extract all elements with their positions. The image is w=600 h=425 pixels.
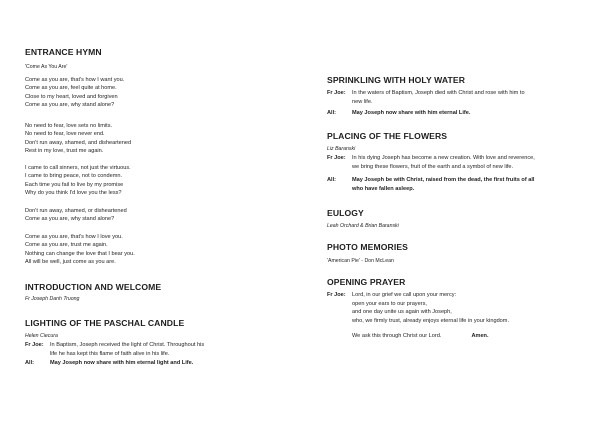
introduction-heading: INTRODUCTION AND WELCOME [25,282,162,292]
hymn-stanza-2: No need to fear, love sets no limits. No need to fear, love never end. Don't run away, shamed, and disheartened Rest in my love, trust me again. [25,123,132,155]
flowers-by: Liz Baranski [327,146,356,152]
sprinkling-response: All: May Joseph now share with him eternal Life. [327,110,471,116]
prayer-closing: We ask this through Christ our Lord. Amen. [352,333,489,339]
sprinkling-heading: SPRINKLING WITH HOLY WATER [327,75,466,85]
introduction-by: Fr Joseph Danh Truong [25,296,80,302]
flowers-response: All: May Joseph be with Christ, raised from the dead, the first fruits of all who have fallen asleep. [327,177,535,192]
hymn-stanza-1: Come as you are, that's how I want you. Come as you are, feel quite at home. Close to my heart, loved and forgiven Come as you are, why stand alone? [25,77,125,109]
speaker-label: Fr Joe: [327,292,346,298]
hymn-stanza-5: Come as you are, that's how I love you. Come as you are, trust me again. Nothing can change the love that I bear you. All will be well, just come as you are. [25,234,135,266]
speaker-label: All: [327,110,337,116]
paschal-candle-by: Helen Ciecura [25,333,58,339]
hymn-stanza-3: I came to call sinners, not just the virtuous. I came to bring peace, not to condemn. Each time you fail to live by my promise Why do you think I'd love you the less? [25,165,131,197]
eulogy-by: Leah Orchard & Brian Baranski [327,223,399,229]
flowers-priest: Fr Joe: In his dying Joseph has become a new creation. With love and reverence, we bring these flowers, fruit of the earth and a symbol of new life. [327,155,535,170]
photo-memories-heading: PHOTO MEMORIES [327,242,408,252]
speaker-label: All: [327,177,337,183]
opening-prayer-heading: OPENING PRAYER [327,277,406,287]
speaker-label: All: [25,360,35,366]
photo-memories-song: 'American Pie' - Don McLean [327,258,394,264]
entrance-hymn-heading: ENTRANCE HYMN [25,47,102,57]
eulogy-heading: EULOGY [327,208,364,218]
sprinkling-priest: Fr Joe: In the waters of Baptism, Joseph died with Christ and rose with him to new life. [327,90,525,105]
paschal-candle-response: All: May Joseph now share with him eternal light and Life. [25,360,194,366]
amen-response: Amen. [471,333,489,339]
speaker-label: Fr Joe: [25,342,44,348]
speaker-label: Fr Joe: [327,90,346,96]
entrance-hymn-title: 'Come As You Are' [25,64,68,70]
hymn-stanza-4: Don't run away, shamed, or disheartened Come as you are, why stand alone? [25,208,127,223]
flowers-heading: PLACING OF THE FLOWERS [327,131,448,141]
paschal-candle-priest: Fr Joe: In Baptism, Joseph received the light of Christ. Throughout his life he has kept this flame of faith alive in his life. [25,342,205,357]
paschal-candle-heading: LIGHTING OF THE PASCHAL CANDLE [25,318,185,328]
opening-prayer-text: Fr Joe: Lord, in our grief we call upon your mercy: open your ears to our prayers, and one day unite us again with Joseph, who, we firmly trust, already enjoys eternal life in your kingdom. [327,292,510,324]
speaker-label: Fr Joe: [327,155,346,161]
